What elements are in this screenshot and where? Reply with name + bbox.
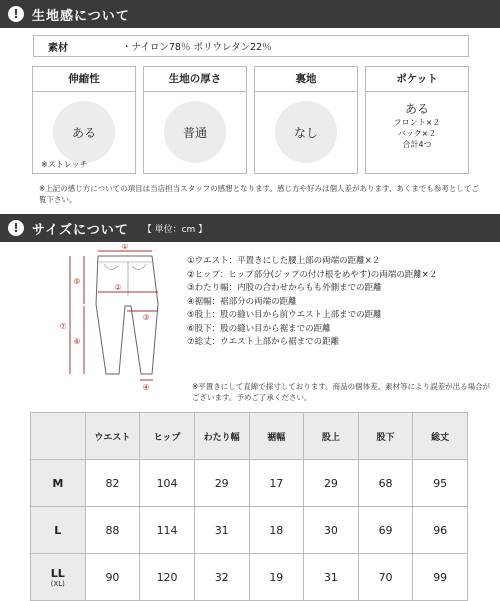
desc-item: ⑥股下：股の縫い目から裾までの距離 [187,323,331,334]
card-title: 生地の厚さ [144,67,246,92]
table-row [31,554,468,601]
desc-item: ④裾幅：裾部分の両端の距離 [187,296,297,307]
header-waist: ウエスト [85,413,140,460]
header-inseam: 股下 [358,413,413,460]
header-thigh: わたり幅 [194,413,249,460]
cell: 29 [194,460,249,507]
exclamation-icon: ! [8,6,24,22]
cell: 18 [249,507,304,554]
desc-item: ②ヒップ：ヒップ部分(ジップの付け根をめやす)の両端の距離×２ [187,269,438,280]
material-row [33,35,469,57]
pants-diagram [40,244,180,394]
table-row [31,460,468,507]
pocket-detail: 合計4つ [402,140,432,149]
label-waist: ① [121,244,129,251]
fabric-section-header [0,0,500,28]
fabric-section-title: 生地感について [32,8,130,24]
size-name: L [54,523,62,537]
size-label [31,507,86,554]
desc-item: ⑤股上：股の縫い目から前ウエスト上部までの距離 [187,310,382,320]
stretch-card [32,66,136,174]
card-title: 伸縮性 [33,67,135,92]
material-value: ・ナイロン78％ ポリウレタン22％ [122,42,272,53]
label-thigh: ③ [142,313,150,322]
cell: 68 [358,460,413,507]
size-section-header [0,214,500,242]
header-hip: ヒップ [140,413,195,460]
table-row [31,507,468,554]
lining-card [254,66,358,174]
cell: 82 [85,460,140,507]
cell: 31 [304,554,359,601]
desc-item: ③わたり幅：内股の合わせからもも外側までの距離 [187,283,382,293]
cell: 90 [85,554,140,601]
size-name: LL [50,566,65,580]
card-value: 普通 [164,101,226,163]
cell: 114 [140,507,195,554]
desc-item: ①ウエスト：平置きにした腰上部の両端の距離×２ [187,256,381,266]
exclamation-icon: ! [8,220,24,236]
cell: 104 [140,460,195,507]
label-inseam: ⑥ [73,337,81,346]
card-title: 裏地 [255,67,357,92]
pocket-detail: バック×２ [397,129,437,138]
measure-disclaimer: ※平置きにして直線で採寸しております。商品の個体差、素材等により誤差が出る場合がございます。予めご了承ください。 [192,382,491,402]
cell: 120 [140,554,195,601]
label-hip: ② [114,283,122,292]
card-value: なし [275,101,337,163]
cell: 69 [358,507,413,554]
desc-item: ⑦総丈：ウエスト上部から裾までの距離 [187,337,340,347]
header-rise: 股上 [304,413,359,460]
pocket-detail: フロント×２ [393,118,441,127]
cell: 31 [194,507,249,554]
size-label [31,554,86,601]
material-label: 素材 [48,42,68,54]
label-length: ⑦ [59,322,67,331]
fabric-disclaimer: ※上記の感じ方についての項目は当店担当スタッフの感想となります。感じ方や好みは個人差があります、あくまでも参考としてご覧下さい。 [39,184,479,204]
cell: 29 [304,460,359,507]
size-sub: (XL) [50,579,65,588]
cell: 95 [413,460,468,507]
card-title: ポケット [366,67,468,92]
size-section-title: サイズについて [32,222,129,238]
card-value: ある [404,102,429,116]
thickness-card [143,66,247,174]
cell: 32 [194,554,249,601]
cell: 88 [85,507,140,554]
cell: 19 [249,554,304,601]
cell: 17 [249,460,304,507]
pocket-card [365,66,469,174]
corner-cell [31,413,86,460]
card-value: ある [53,101,115,163]
label-hem: ④ [142,383,150,392]
cell: 99 [413,554,468,601]
cell: 96 [413,507,468,554]
label-rise: ⑤ [73,277,81,286]
size-label [31,460,86,507]
size-name: M [52,476,64,490]
card-note: ※ストレッチ [41,160,88,169]
measurement-descriptions [187,255,437,350]
header-length: 総丈 [413,413,468,460]
size-table [30,412,468,601]
unit-label: 【 単位：cm 】 [142,224,208,235]
cell: 70 [358,554,413,601]
table-header-row [31,413,468,460]
header-hem: 裾幅 [249,413,304,460]
cell: 30 [304,507,359,554]
